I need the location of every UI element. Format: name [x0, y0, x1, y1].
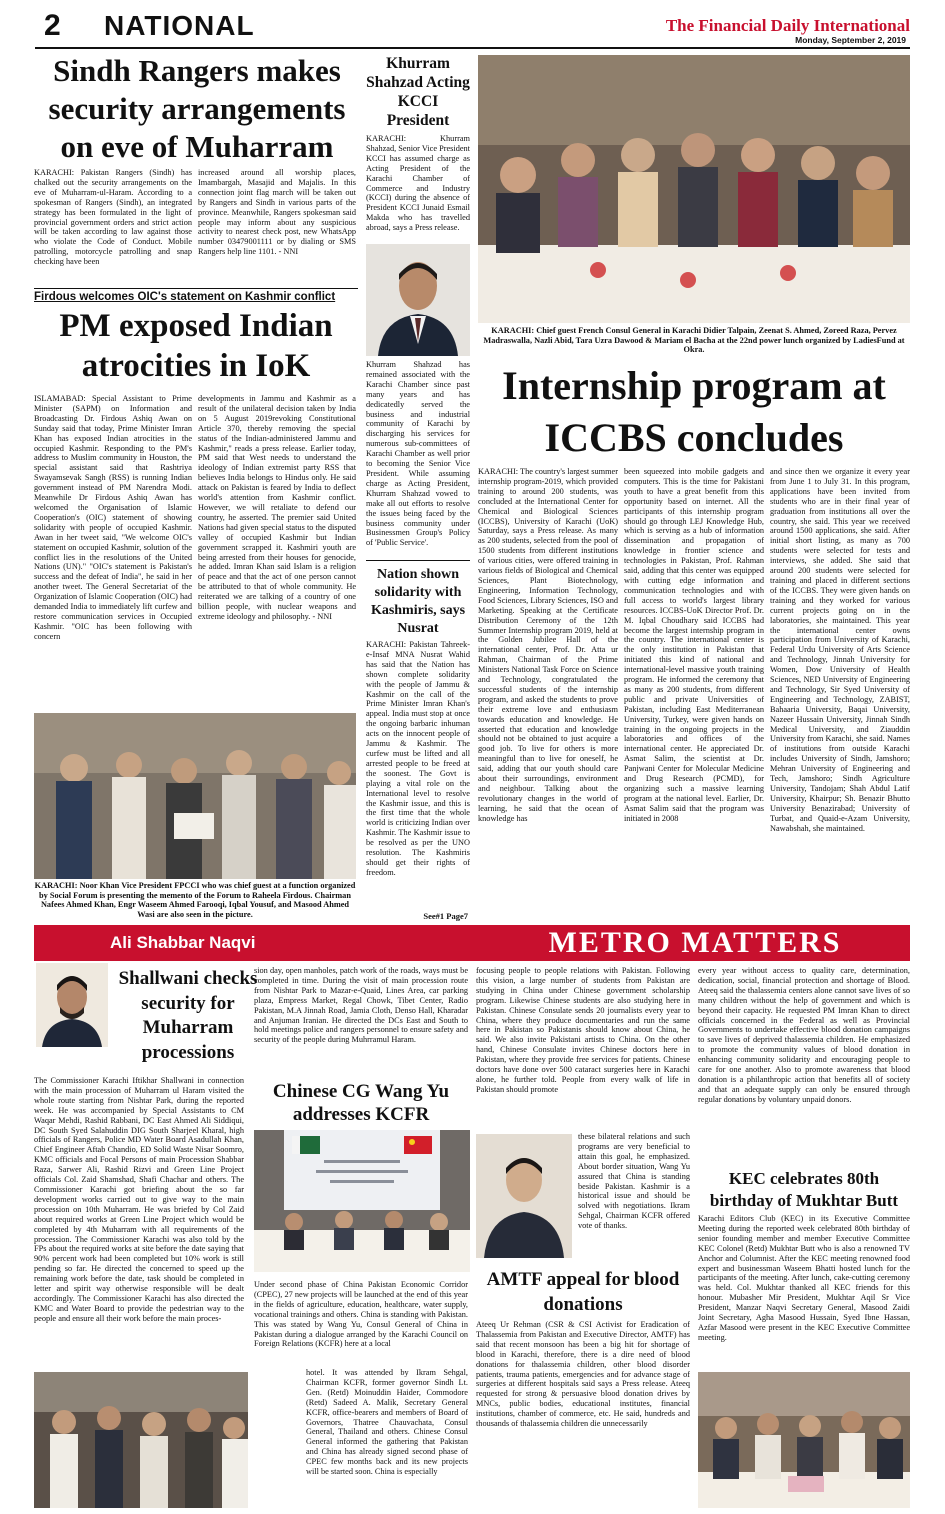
rangers-headline: Sindh Rangers makes security arrangements on eve of Muharram: [48, 53, 346, 164]
paper-name: The Financial Daily International: [665, 16, 910, 35]
page-number: 2: [44, 9, 61, 42]
metro-matters-title: METRO MATTERS: [548, 926, 842, 959]
oic-headline: PM exposed Indian atrocities in IoK: [59, 308, 333, 384]
amtf-body: Ateeq Ur Rehman (CSR & CSI Activist for Eradication of Thalassemia from Pakistan and Executive Director, AMTF) has said that recent monsoon has been a big hit for shortage of blood in Karachi, therefore, there is a dire need of blood donations for thalassemia children, other blood disorder patients, trauma patients, emergencies and for advance stage of surgeries at different hospitals said says a Press release. Ateeq requested for strong & persuasive blood donation drives by MNCs, public bodies, educational institutes, financial institutions, chamber of commerce, etc. He said, hundreds and thousands of thalassemia children die unnecessarily: [476, 1320, 690, 1429]
khurram-shahzad-portrait: [366, 244, 470, 356]
wangyu-col3: focusing people to people relations with Pakistan. Following this vision, a large number of students from Pakistan are studying in China under Chinese government scholarship program. Likewise Chinese students are also studying here in Pakistan. Chinese Consulate sends 20 journalists every year to China, where they produce documentaries and run the same here in Pakistan so Pakistanis should know about China, he said. We also invite Pakistani artists to China. On the other hand, Chinese Consulate invites Chinese doctors here in Pakistan, where they provide free services for patients. Chinese doctors have done over 500 cataract surgeries here in Karachi alone, he further told. People from every walk of life in Pakistan should promote: [476, 966, 690, 1094]
wangyu-headline: Chinese CG Wang Yu addresses KCFR: [272, 1081, 450, 1125]
nusrat-body: KARACHI: Pakistan Tahreek-e-Insaf MNA Nusrat Wahid has said that the Nation has shown complete solidarity with the people of Jammu & Kashmir on the call of the Prime Minister Imran Khan's appeal. India must stop at once the ongoing barbaric inhuman acts on the innocent people of Jammu & Kashmir. The curfew must be lifted and all arrested people to be freed at the soonest. The Govt is playing a vital role on the International level to resolve the Kashmir issue, and this is the first time that the whole world is criticizing Indian over Kashmir. The Kashmir issue to be resolved as per the UNO resolution. The Kashmiris should get their rights of freedom.: [366, 640, 470, 877]
wangyu-inset-photo: [476, 1134, 572, 1258]
shallwani-col1: The Commissioner Karachi Iftikhar Shallwani in connection with the main procession of Muharram ul Haram visited the whole route starting from Nishtar Park, during the reported week. He was accompanied by Special Assistants to CM Waqar Mehdi, Rashid Rabbani, DC East Ahmed Ali Siddiqui, DC South Syed Salahuddin DIG South Sharjeel Kharal, high officials of Rangers, Police MD Water Board Asadullah Khan, Chief Engineer Aftab Chandio, ED Solid Waste Nisar Soomro, KMC officials and Focal Persons of main Procession Shabbar Raza, Sarwer Ali, Rashid Rizvi and Green Line Project officials Col. Zaid Shamshad, Shafi Chachar and others. The Commissioner Karachi got briefing about the so far development works carried out to give way to the main procession on 10th Muharram. He was briefed by Col Zaid about required works at Green Line Project which would be completed by 4th Muharram with all requirements of the procession. The Commissioner Karachi was also told by the FPs about the required works at site before the date saying that 90% percent work had been completed but 10% work is still pending so far. He directed the concerned to speed up the remaining work before the date, task should be completed in letter and spirit way otherwise responsible will be dealt accordingly. The Commissioner Karachi has also directed the KMC and Water Board to provide the pedestrian way to the people and ensure all their work before the main proces-: [34, 1076, 244, 1323]
kcci-top-text: KARACHI: Khurram Shahzad, Senior Vice President KCCI has assumed charge as Acting President of the Karachi Chamber of Commerce and Industry (KCCI) during the absence of President KCCI Junaid Esmail Makda who has travelled abroad, says a Press release.: [366, 134, 470, 233]
amtf-headline: AMTF appeal for blood donations: [486, 1269, 680, 1315]
kcfr-dialogue-photo: [254, 1130, 470, 1272]
wangyu-col3b: these bilateral relations and such programs are very beneficial to attain this goal, he emphasized. About border situation, Wang Yu assured that China is standing beside Pakistan. Kashmir is a historical issue and should be solved with negotiations. Ikram Sehgal, Chairman KCFR offered vote of thanks.: [578, 1132, 690, 1231]
rangers-col2: increased around all worship places, Imambargah, Masajid and Majalis. In this connection joint flag march will be taken out by Rangers and Sindh in various parts of the province. Meanwhile, Rangers spokesman said people may inform about any suspicious activity to nearest check post, new WhatsApp number 03479001111 or by dialing or SMS Rangers help line 1101. - NNI: [198, 168, 356, 257]
masthead-rule: [35, 47, 910, 49]
wangyu-col1: Under second phase of China Pakistan Economic Corridor (CPEC), 27 new projects will be launched at the end of this year in the fields of agriculture, education, healthcare, water supply, vocational trainings and others. China is standing with Pakistan. This was stated by Wang Yu, Consul General of China in Pakistan during a dialogue arranged by the Karachi Council on Foreign Relations (KCFR) here at a local: [254, 1280, 468, 1349]
date-line: Monday, September 2, 2019: [795, 35, 906, 45]
section-title: NATIONAL: [104, 10, 255, 41]
nusrat-jump: See#1 Page7: [423, 911, 468, 921]
kcci-headline: Khurram Shahzad Acting KCCI President: [366, 55, 470, 129]
kec-birthday-photo: [698, 1372, 910, 1508]
columnist-name: Ali Shabbar Naqvi: [110, 933, 256, 952]
rangers-col1: KARACHI: Pakistan Rangers (Sindh) has chalked out the security arrangements on the eve of Muharram-ul-Haram. According to a spokesman of Rangers (Sindh), an integrated strategy has been formulated in the light of provincial government orders and strict action will be taken according to law against those who violate the Code of Conduct. Mobile patrolling, motorcycle patrolling and snap checking have been: [34, 168, 192, 267]
nusrat-rule: [366, 560, 470, 561]
wangyu-col2: hotel. It was attended by Ikram Sehgal, Chairman KCFR, former governor Sindh Lt. Gen. (Retd) Moinuddin Haider, Commodore (Retd) Sadeed A. Malik, Secretary General KCFR, office-bearers and members of Board of Governors, Thatree Chauvachata, Consul General, Thailand and others. Chinese Consul General informed the gathering that Pakistan and China has already signed second phase of CPEC few months back and its new projects will be started soon. China is especially: [306, 1368, 468, 1477]
columnist-photo: [36, 963, 108, 1047]
oic-rule-top: [34, 288, 358, 289]
shallwani-col2: sion day, open manholes, patch work of the roads, ways must be completed in time. During the visit of main procession route from Nishtar Park to Mazar-e-Quaid, Lines Area, car parking plaza, Empress Market, Regal Chowk, Tibet Center, Radio Pakistan, M.A Jinnah Road, Jamia Cloth, Denso Hall, Kharadar and Anjuman Iranian. He directed the DCs East and South to hold meetings police and rangers personnel to ensure safety and security of the people during Muhrramul Haram.: [254, 966, 468, 1045]
oic-kicker: Firdous welcomes OIC's statement on Kashmir conflict: [34, 291, 336, 303]
oic-col2: developments in Jammu and Kashmir as a result of the unilateral decision taken by India on 5 August 2019revoking Constitutional Article 370, thereby removing the special status of the Indian-administered Jammu and Kashmir," reads a press release. Earlier today, PM said that West needs to understand the ideology of Indian extremist party RSS that believes India belongs to Hindus only. He said attack on Pakistan is feared by India to deflect world's attention from Kashmir conflict. However, we will retaliate to defend our country, he asserted. The premier said United Nations had given special status to the disputed valley of occupied Kashmir but Indian government scrapped it. Kashmiri youth are being arrested from their houses for genocide, he added. Imran Khan said Islam is a religion of peace and that the act of one person cannot be attributed to that of whole community. He reiterated we are talking of a country of one billion people, with nuclear weapons and extreme ideology and philosophy. - NNI: [198, 394, 356, 621]
kcci-bottom-text: Khurram Shahzad has remained associated with the Karachi Chamber since past many years and has dedicatedly served the business and industrial community of Karachi by discharging his services for numerous sub-committees of Karachi Chamber as well prior to becoming the Senior Vice President. While assuming charge as Acting President, Khurram Shahzad vowed to make all out efforts to resolve the issues being faced by the business community under Businessmen Group's Policy of 'Public Service'.: [366, 360, 470, 548]
shallwani-headline: Shallwani checks security for Muharram processions: [118, 968, 258, 1063]
kec-body: Karachi Editors Club (KEC) in its Executive Committee Meeting during the reported week celebrated 80th birthday of senior founding member and member Executive Committee KEC Colonel (Retd) Mukhtar Butt who is also a renowned TV Anchor and Columnist. After the KEC meeting renowned food expert and businessman Waseem Bhatti hosted lunch for the participants of the meeting. After lunch, cake-cutting ceremony was held. Col. Mukhtar thanked all KEC friends for this honour. Mubasher Mir President, Mukhtar Aqil Sr Vice President, Manzar Naqvi Secretary General, Masood Zaidi Joint Secretary, Agha Masood Hussain, Syed Ibne Hassan, Azfar Masood were present in the KEC Executive Committee meeting.: [698, 1214, 910, 1342]
kec-headline: KEC celebrates 80th birthday of Mukhtar Butt: [709, 1169, 899, 1210]
nusrat-headline: Nation shown solidarity with Kashmiris, says Nusrat: [370, 567, 466, 636]
consul-lunch-caption: KARACHI: Chief guest French Consul General in Karachi Didier Talpain, Zeenat S. Ahmed, Zoreed Raza, Pervez Madraswalla, Nazli Abid, Tara Uzra Dawood & Mariam el Bacha at the 22nd power lunch organized by LadiesFund at Okra.: [483, 326, 905, 355]
consul-lunch-photo: [478, 55, 910, 323]
social-forum-photo: [34, 713, 356, 879]
amtf-col2: every year without access to quality care, determination, dedication, social, financial protection and shortage of Blood. Ateeq said the thalassemia centers alone cannot save lives of so many children without the help of government and which is beyond their capacity. He requested PM Imran Khan to direct officials concerned in the Federal as well as Provincial Governments to undertake effective blood donation campaigns to save lives of deprived thalassemia children. He emphasized to promote the community values of blood donation in enhancing community solidarity and encouraging people to care for one another. Also to promote awareness that blood donation is a philanthropic action that benefits all of society and that an adequate supply can only be ensured through regular donations by voluntary unpaid donors.: [698, 966, 910, 1104]
iccbs-col2: been squeezed into mobile gadgets and computers. This is the time for Pakistani youth to have a great benefit from this opportunity based on internet. All the participants of this internship program should go through LEJ Knowledge Hub, which is serving as a hub of information dissemination and propagation of knowledge in frontier science and technologies in Pakistan, Prof. Rahman said, adding that this center was equipped with cutting edge information and communication technologies and with full access to world's largest library resources. ICCBS-UoK Director Prof. Dr. M. Iqbal Choudhary said ICCBS had become the largest internship program in the country. The international center is the only institution in Pakistan that initiated this kind of national and international-level massive youth training program. He informed the ceremony that as many as 200 students, from different public and private Universities of Pakistan, including East Mediterranean University, Turkey, were given hands on training in the ongoing projects in the laboratories and offices of the international center. He appreciated Dr. Asmat Salim, the scientist at Dr. Panjwani Center for Molecular Medicine and Drug Research (PCMD), for organizing such a massive learning program at the national level. Earlier, Dr. Asmat Salim said that the program was initiated in 2008: [624, 467, 764, 823]
iccbs-col1: KARACHI: The country's largest summer internship program-2019, which provided training to around 200 students, was concluded at the International Center for Chemical and Biological Sciences (ICCBS), University of Karachi (UoK) Saturday, says a Press release. As many as 200 students, selected from the pool of 1500 students from different institutions of various cities, were offered training in various fields of Biological and Chemical Sciences, Plant Biotechnology, Engineering, Information Technology, Food Sciences, Library Sciences, ISO and Marketing. Speaking at the Certificate Distribution Ceremony of the 12th Summer Internship program 2019, held at the Golden Jubilee Hall of the international center, Prof. Dr. Atta ur Rahman, Chairman of the Prime Ministers National Task Force on Science and Technology, congratulated the successful students of the internship program, and asked the students to prove their extreme love and enthusiasm towards education and knowledge. He asserted that education and knowledge should not be obtained to just acquire a good job. To live for others is more meaningful than to live for oneself, he said, adding that our youth should care about their surroundings, environment and neighbour. Talking about the revolutionary changes in the world of learning, he said that the ocean of knowledge has: [478, 467, 618, 823]
iccbs-col3: and since then we organize it every year from June 1 to July 31. In this program, applications have been invited from students who are in their final year of graduation from institutions all over the country, she said. This year we received around 1500 applications, she said. After initial short listing, as many as 700 students were selected for tests and interviews, she added. She said that around 200 students were selected for training and placed in different sections of the ICCBS. They were given hands on training and they worked for various current projects going on in the laboratories, she maintained. This year the international center owns participation from University of Karachi, Federal Urdu University of Arts Science and Technology, Jinnah University for Women, Dow University of Health Sciences, NED University of Engineering and Technology, Sir Syed University of Engineering and Technology, ZABIST, Bahaaria University, Baqai University, Nazeer Hussain University, Jinnah Sindh Medical University, and Ziauddin University from Karachi, she said. Names of institutions from outside Karachi includes University of Sindh, Jamshoro; Mehran University of Engineering and Tech, Jamshoro; Sindh Agriculture University, Tandojam; Shah Abdul Latif University, Khairpur; Sh. Benazir Bhutto University Benazirabad; University of Turbat, and Quaid-e-Azam University, Nawabshah, she maintained.: [770, 467, 910, 833]
oic-col1: ISLAMABAD: Special Assistant to Prime Minister (SAPM) on Information and Broadcasting Dr. Firdous Ashiq Awan on Sunday said that today, Prime Minister Imran Khan has exposed Indian atrocities in the occupied Kashmir. Responding to the PM's address to Muslim community in Houston, the special assistant said that Rashtriya Swayamsevak Sangh (RSS) is running Indian government instead of PM Narendra Modi. Meanwhile Dr Firdous Ashiq Awan has welcomed the Organisation of Islamic Cooperation's (OIC) statement of showing solidarity with people of occupied Kashmir. Awan in her tweet said, "We welcome OIC's statement on occupied Kashmir, solution of the conflict lies in the resolutions of the United Nations (UN)." "OIC's statement is Pakistan's success and the defeat of India", he said in her another tweet. The General Secretariat of the Organization of Islamic Cooperation (OIC) had demanded India to immediately lift curfew and restore communication services in Occupied Kashmir. "OIC has been following with concern: [34, 394, 192, 641]
social-forum-caption: KARACHI: Noor Khan Vice President FPCCI who was chief guest at a function organized by Social Forum is presenting the memento of the Forum to Raheela Firdous. Chairman Nafees Ahmed Khan, Engr Waseem Ahmed Farooqi, Iqbal Yousuf, and Masood Ahmed Wasi are also seen in the picture.: [34, 881, 356, 919]
iccbs-headline: Internship program at ICCBS concludes: [502, 363, 886, 460]
muharram-route-photo: [34, 1372, 248, 1508]
